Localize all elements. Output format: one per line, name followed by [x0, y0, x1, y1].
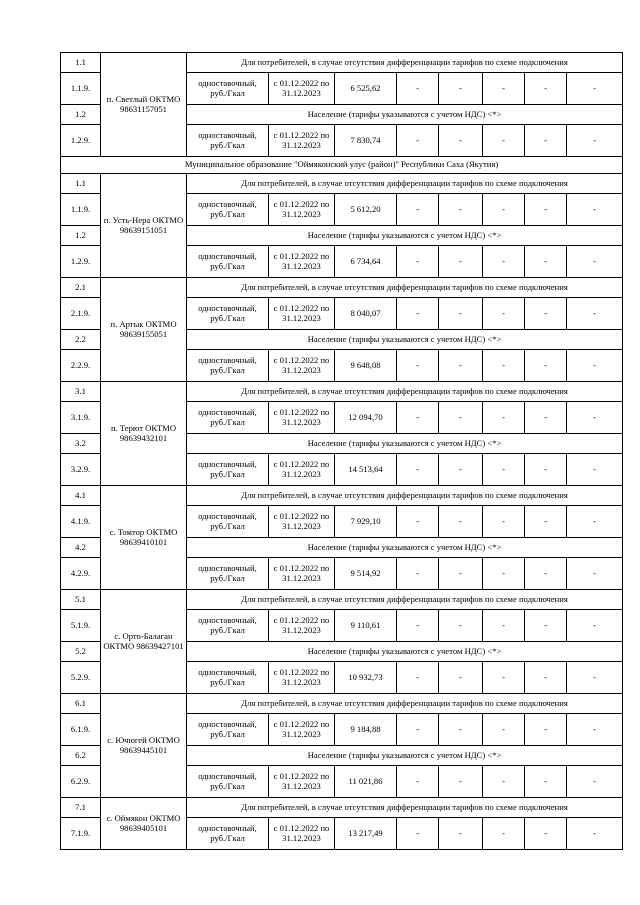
row-code: 1.2	[61, 226, 101, 246]
row-code: 1.2.9.	[61, 125, 101, 157]
settlement-name: п. Артык ОКТМО 98639155051	[101, 278, 187, 382]
row-code: 4.1	[61, 486, 101, 506]
empty-dash: -	[483, 610, 525, 642]
empty-dash: -	[525, 610, 567, 642]
empty-dash: -	[439, 766, 483, 798]
tariff-value: 14 513,64	[335, 454, 397, 486]
empty-dash: -	[439, 402, 483, 434]
rate-type: одноставочный, руб./Гкал	[187, 610, 269, 642]
tariff-table-body	[61, 53, 623, 850]
empty-dash: -	[397, 818, 439, 850]
population-label: Население (тарифы указываются с учетом НДС) <*>	[187, 330, 623, 350]
empty-dash: -	[397, 558, 439, 590]
validity-period: с 01.12.2022 по 31.12.2023	[269, 662, 335, 694]
empty-dash: -	[525, 766, 567, 798]
rate-type: одноставочный, руб./Гкал	[187, 125, 269, 157]
validity-period: с 01.12.2022 по 31.12.2023	[269, 73, 335, 105]
empty-dash: -	[483, 714, 525, 746]
empty-dash: -	[567, 714, 623, 746]
empty-dash: -	[397, 766, 439, 798]
empty-dash: -	[567, 558, 623, 590]
settlement-name: п. Терют ОКТМО 98639432101	[101, 382, 187, 486]
empty-dash: -	[483, 125, 525, 157]
validity-period: с 01.12.2022 по 31.12.2023	[269, 506, 335, 538]
population-label: Население (тарифы указываются с учетом НДС) <*>	[187, 746, 623, 766]
empty-dash: -	[397, 714, 439, 746]
tariff-value: 7 929,10	[335, 506, 397, 538]
row-code: 3.2	[61, 434, 101, 454]
validity-period: с 01.12.2022 по 31.12.2023	[269, 350, 335, 382]
validity-period: с 01.12.2022 по 31.12.2023	[269, 194, 335, 226]
rate-type: одноставочный, руб./Гкал	[187, 246, 269, 278]
tariff-value: 12 094,70	[335, 402, 397, 434]
empty-dash: -	[397, 350, 439, 382]
row-code: 2.1	[61, 278, 101, 298]
table-row	[61, 486, 623, 506]
consumers-label: Для потребителей, в случае отсутствия дифференциации тарифов по схеме подключения	[187, 174, 623, 194]
tariff-value: 9 514,92	[335, 558, 397, 590]
row-code: 5.2	[61, 642, 101, 662]
rate-type: одноставочный, руб./Гкал	[187, 766, 269, 798]
empty-dash: -	[439, 350, 483, 382]
validity-period: с 01.12.2022 по 31.12.2023	[269, 714, 335, 746]
settlement-name: п. Светлый ОКТМО 98631157051	[101, 53, 187, 157]
rate-type: одноставочный, руб./Гкал	[187, 298, 269, 330]
empty-dash: -	[525, 454, 567, 486]
empty-dash: -	[567, 818, 623, 850]
empty-dash: -	[483, 766, 525, 798]
empty-dash: -	[439, 298, 483, 330]
empty-dash: -	[525, 402, 567, 434]
consumers-label: Для потребителей, в случае отсутствия дифференциации тарифов по схеме подключения	[187, 53, 623, 73]
empty-dash: -	[483, 662, 525, 694]
row-code: 6.2	[61, 746, 101, 766]
empty-dash: -	[397, 73, 439, 105]
consumers-label: Для потребителей, в случае отсутствия дифференциации тарифов по схеме подключения	[187, 590, 623, 610]
row-code: 5.1	[61, 590, 101, 610]
rate-type: одноставочный, руб./Гкал	[187, 350, 269, 382]
empty-dash: -	[483, 298, 525, 330]
row-code: 6.1	[61, 694, 101, 714]
tariff-value: 8 040,07	[335, 298, 397, 330]
table-row	[61, 798, 623, 818]
row-code: 1.2.9.	[61, 246, 101, 278]
empty-dash: -	[397, 246, 439, 278]
row-code: 1.1	[61, 53, 101, 73]
tariff-table	[60, 52, 623, 850]
tariff-value: 5 612,20	[335, 194, 397, 226]
empty-dash: -	[483, 73, 525, 105]
row-code: 4.1.9.	[61, 506, 101, 538]
empty-dash: -	[525, 558, 567, 590]
empty-dash: -	[525, 246, 567, 278]
empty-dash: -	[525, 298, 567, 330]
rate-type: одноставочный, руб./Гкал	[187, 506, 269, 538]
empty-dash: -	[567, 610, 623, 642]
empty-dash: -	[397, 402, 439, 434]
validity-period: с 01.12.2022 по 31.12.2023	[269, 818, 335, 850]
settlement-name: с. Томтор ОКТМО 98639410101	[101, 486, 187, 590]
table-row	[61, 174, 623, 194]
empty-dash: -	[439, 125, 483, 157]
empty-dash: -	[525, 125, 567, 157]
settlement-name: п. Усть-Нера ОКТМО 98639151051	[101, 174, 187, 278]
row-code: 3.2.9.	[61, 454, 101, 486]
table-row	[61, 382, 623, 402]
row-code: 4.2	[61, 538, 101, 558]
row-code: 7.1.9.	[61, 818, 101, 850]
tariff-value: 6 525,62	[335, 73, 397, 105]
empty-dash: -	[567, 73, 623, 105]
row-code: 1.1.9.	[61, 73, 101, 105]
table-row	[61, 590, 623, 610]
rate-type: одноставочный, руб./Гкал	[187, 402, 269, 434]
consumers-label: Для потребителей, в случае отсутствия дифференциации тарифов по схеме подключения	[187, 278, 623, 298]
table-row	[61, 53, 623, 73]
settlement-name: с. Оймякон ОКТМО 98639405101	[101, 798, 187, 850]
settlement-name: с. Орто-Балаган ОКТМО 98639427101	[101, 590, 187, 694]
empty-dash: -	[397, 610, 439, 642]
rate-type: одноставочный, руб./Гкал	[187, 818, 269, 850]
empty-dash: -	[397, 506, 439, 538]
empty-dash: -	[397, 298, 439, 330]
row-code: 5.2.9.	[61, 662, 101, 694]
empty-dash: -	[439, 662, 483, 694]
empty-dash: -	[397, 125, 439, 157]
empty-dash: -	[567, 402, 623, 434]
population-label: Население (тарифы указываются с учетом НДС) <*>	[187, 226, 623, 246]
empty-dash: -	[567, 506, 623, 538]
row-code: 7.1	[61, 798, 101, 818]
empty-dash: -	[397, 194, 439, 226]
empty-dash: -	[525, 350, 567, 382]
tariff-value: 10 932,73	[335, 662, 397, 694]
validity-period: с 01.12.2022 по 31.12.2023	[269, 246, 335, 278]
consumers-label: Для потребителей, в случае отсутствия дифференциации тарифов по схеме подключения	[187, 486, 623, 506]
consumers-label: Для потребителей, в случае отсутствия дифференциации тарифов по схеме подключения	[187, 694, 623, 714]
tariff-value: 9 648,08	[335, 350, 397, 382]
tariff-value: 13 217,49	[335, 818, 397, 850]
empty-dash: -	[567, 125, 623, 157]
rate-type: одноставочный, руб./Гкал	[187, 558, 269, 590]
empty-dash: -	[439, 506, 483, 538]
tariff-value: 9 110,61	[335, 610, 397, 642]
empty-dash: -	[525, 73, 567, 105]
empty-dash: -	[483, 246, 525, 278]
rate-type: одноставочный, руб./Гкал	[187, 194, 269, 226]
validity-period: с 01.12.2022 по 31.12.2023	[269, 402, 335, 434]
validity-period: с 01.12.2022 по 31.12.2023	[269, 125, 335, 157]
table-row	[61, 694, 623, 714]
tariff-value: 6 734,64	[335, 246, 397, 278]
municipality-title: Муниципальное образование "Оймяконский улус (район)" Республики Саха (Якутия)	[61, 157, 623, 174]
population-label: Население (тарифы указываются с учетом НДС) <*>	[187, 538, 623, 558]
empty-dash: -	[567, 662, 623, 694]
validity-period: с 01.12.2022 по 31.12.2023	[269, 454, 335, 486]
population-label: Население (тарифы указываются с учетом НДС) <*>	[187, 105, 623, 125]
empty-dash: -	[439, 610, 483, 642]
rate-type: одноставочный, руб./Гкал	[187, 714, 269, 746]
empty-dash: -	[439, 194, 483, 226]
row-code: 2.1.9.	[61, 298, 101, 330]
empty-dash: -	[567, 194, 623, 226]
empty-dash: -	[483, 818, 525, 850]
row-code: 1.1	[61, 174, 101, 194]
empty-dash: -	[567, 454, 623, 486]
validity-period: с 01.12.2022 по 31.12.2023	[269, 298, 335, 330]
empty-dash: -	[525, 714, 567, 746]
municipality-row	[61, 157, 623, 174]
row-code: 6.2.9.	[61, 766, 101, 798]
empty-dash: -	[525, 194, 567, 226]
tariff-value: 9 184,88	[335, 714, 397, 746]
empty-dash: -	[483, 558, 525, 590]
population-label: Население (тарифы указываются с учетом НДС) <*>	[187, 434, 623, 454]
empty-dash: -	[525, 662, 567, 694]
population-label: Население (тарифы указываются с учетом НДС) <*>	[187, 642, 623, 662]
empty-dash: -	[397, 662, 439, 694]
empty-dash: -	[439, 714, 483, 746]
tariff-document	[60, 52, 623, 850]
rate-type: одноставочный, руб./Гкал	[187, 454, 269, 486]
empty-dash: -	[483, 350, 525, 382]
settlement-name: с. Ючюгей ОКТМО 98639445101	[101, 694, 187, 798]
row-code: 3.1.9.	[61, 402, 101, 434]
row-code: 5.1.9.	[61, 610, 101, 642]
empty-dash: -	[439, 246, 483, 278]
empty-dash: -	[567, 298, 623, 330]
empty-dash: -	[525, 506, 567, 538]
row-code: 4.2.9.	[61, 558, 101, 590]
tariff-value: 7 830,74	[335, 125, 397, 157]
validity-period: с 01.12.2022 по 31.12.2023	[269, 610, 335, 642]
empty-dash: -	[439, 454, 483, 486]
validity-period: с 01.12.2022 по 31.12.2023	[269, 558, 335, 590]
row-code: 1.2	[61, 105, 101, 125]
empty-dash: -	[525, 818, 567, 850]
row-code: 2.2	[61, 330, 101, 350]
table-row	[61, 278, 623, 298]
rate-type: одноставочный, руб./Гкал	[187, 73, 269, 105]
empty-dash: -	[483, 454, 525, 486]
empty-dash: -	[439, 73, 483, 105]
rate-type: одноставочный, руб./Гкал	[187, 662, 269, 694]
validity-period: с 01.12.2022 по 31.12.2023	[269, 766, 335, 798]
empty-dash: -	[483, 506, 525, 538]
empty-dash: -	[567, 246, 623, 278]
empty-dash: -	[567, 766, 623, 798]
empty-dash: -	[439, 558, 483, 590]
row-code: 1.1.9.	[61, 194, 101, 226]
row-code: 2.2.9.	[61, 350, 101, 382]
empty-dash: -	[439, 818, 483, 850]
empty-dash: -	[567, 350, 623, 382]
row-code: 3.1	[61, 382, 101, 402]
row-code: 6.1.9.	[61, 714, 101, 746]
empty-dash: -	[483, 194, 525, 226]
empty-dash: -	[483, 402, 525, 434]
consumers-label: Для потребителей, в случае отсутствия дифференциации тарифов по схеме подключения	[187, 382, 623, 402]
consumers-label: Для потребителей, в случае отсутствия дифференциации тарифов по схеме подключения	[187, 798, 623, 818]
tariff-value: 11 021,86	[335, 766, 397, 798]
empty-dash: -	[397, 454, 439, 486]
